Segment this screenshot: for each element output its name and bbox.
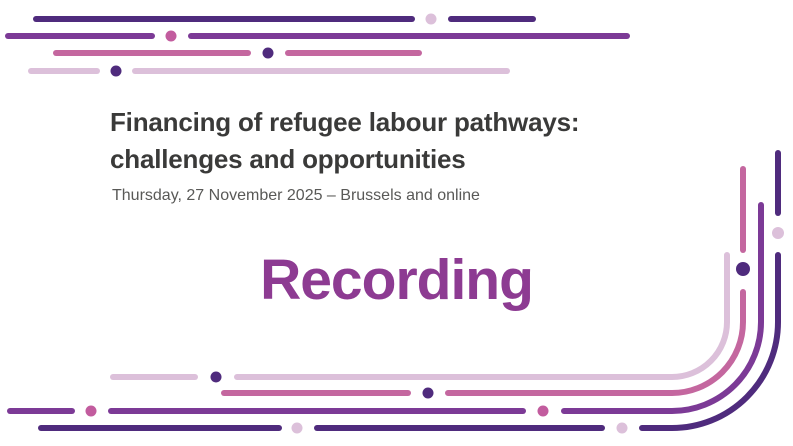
recording-label: Recording (260, 248, 533, 312)
event-date-location: Thursday, 27 November 2025 – Brussels and online (112, 187, 480, 204)
event-title (110, 104, 579, 178)
top-lines-decoration (8, 14, 627, 77)
event-title-line-2: challenges and opportunities (110, 144, 466, 174)
event-title-line-1: Financing of refugee labour pathways: (110, 107, 580, 137)
